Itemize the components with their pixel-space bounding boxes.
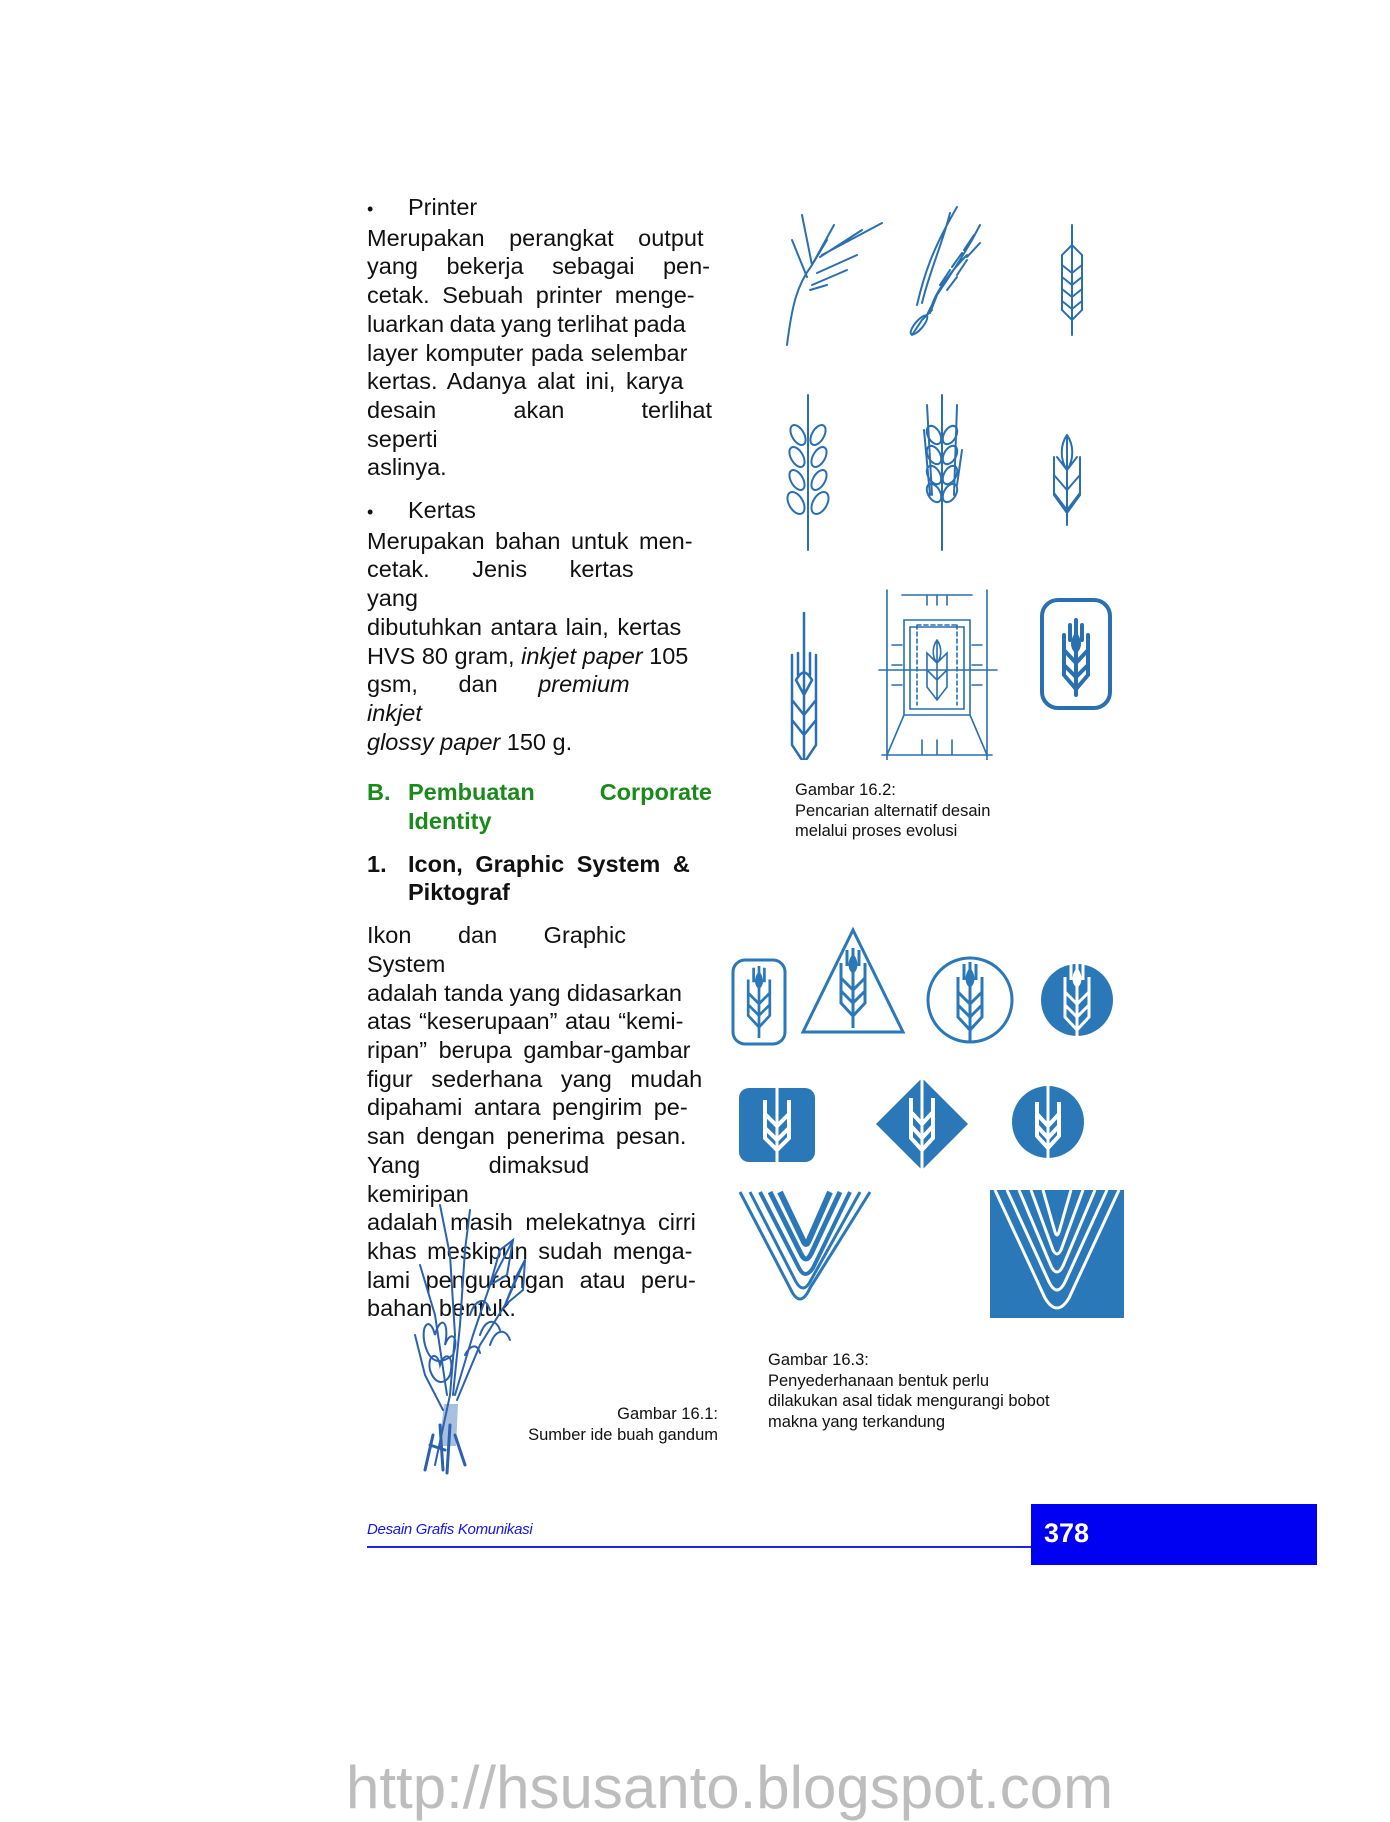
wheat-circle-solid-logo bbox=[1012, 1086, 1084, 1158]
subsection-title-line2: Piktograf bbox=[408, 879, 510, 906]
bullet-icon: • bbox=[367, 199, 374, 219]
text-run: gsm, dan bbox=[367, 671, 539, 698]
wheat-sketch-5 bbox=[924, 395, 962, 550]
section-title-word: Pembuatan bbox=[408, 779, 535, 806]
text-line: Merupakan bahan untuk men- bbox=[367, 527, 693, 554]
italic-run: premium inkjet bbox=[367, 671, 630, 726]
caption-text: Penyederhanaan bentuk perlu bbox=[768, 1371, 990, 1390]
wheat-sketch-7 bbox=[792, 613, 816, 760]
text-run: HVS 80 gram, bbox=[367, 642, 522, 669]
wheat-circle-filled-logo bbox=[1041, 962, 1113, 1042]
subsection-title-line1: Icon, Graphic System & bbox=[408, 850, 690, 877]
subsection-number: 1. bbox=[367, 850, 387, 877]
bullet-title-printer: Printer bbox=[408, 194, 478, 220]
text-run: 150 g. bbox=[500, 728, 573, 755]
caption-text: Sumber ide buah gandum bbox=[528, 1425, 718, 1444]
caption-label: Gambar 16.3: bbox=[768, 1351, 869, 1369]
wheat-sketch-2 bbox=[908, 207, 980, 337]
kertas-paragraph bbox=[367, 527, 712, 757]
text-line: cetak. Jenis kertas yang bbox=[367, 556, 634, 612]
text-line: Yang dimaksud kemiripan bbox=[367, 1151, 590, 1207]
section-title-line2: Identity bbox=[408, 808, 492, 835]
caption-text: Pencarian alternatif desain bbox=[795, 801, 991, 820]
section-heading-b bbox=[367, 778, 712, 835]
subsection-heading-1 bbox=[367, 850, 712, 907]
left-column bbox=[367, 193, 712, 1323]
bullet-icon: • bbox=[367, 502, 374, 523]
wheat-sketch-3 bbox=[1062, 225, 1082, 335]
text-line: ripan” berupa gambar-gambar bbox=[367, 1036, 691, 1063]
text-line bbox=[367, 224, 712, 253]
wheat-rounded-rect-logo bbox=[1042, 600, 1110, 708]
text-line bbox=[367, 670, 712, 727]
caption-figure-16-1 bbox=[470, 1404, 718, 1445]
text-run: 105 bbox=[642, 642, 689, 669]
text-line bbox=[367, 642, 712, 671]
text-line: desain akan terlihat seperti bbox=[367, 396, 712, 452]
text-line: Ikon dan Graphic System bbox=[367, 922, 626, 977]
footer-divider bbox=[367, 1546, 1032, 1548]
bullet-title-kertas: Kertas bbox=[408, 497, 476, 524]
wheat-rect-outline-logo bbox=[733, 960, 785, 1044]
text-line: dibutuhkan antara lain, kertas bbox=[367, 613, 682, 640]
text-line: yang bekerja sebagai pen- bbox=[367, 253, 710, 280]
page-number-box bbox=[1031, 1504, 1317, 1565]
watermark-url: http://hsusanto.blogspot.com bbox=[346, 1754, 1114, 1821]
text-line: figur sederhana yang mudah bbox=[367, 1065, 703, 1092]
text-line: adalah masih melekatnya cirri bbox=[367, 1209, 696, 1236]
footer-book-title: Desain Grafis Komunikasi bbox=[367, 1521, 533, 1538]
text-line: layer komputer pada selembar bbox=[367, 339, 688, 366]
figure-16-3 bbox=[725, 918, 1165, 1348]
v-stripes-logo bbox=[740, 1192, 870, 1299]
caption-label: Gambar 16.1: bbox=[617, 1405, 718, 1423]
v-stripes-square-logo bbox=[990, 1190, 1124, 1318]
text-line: atas “keserupaan” atau “kemi- bbox=[367, 1008, 684, 1035]
figure-16-2 bbox=[752, 195, 1132, 760]
text-line: khas meskipun sudah menga- bbox=[367, 1237, 693, 1264]
text-line: kertas. Adanya alat ini, karya bbox=[367, 368, 684, 395]
caption-figure-16-2 bbox=[795, 780, 990, 842]
text-line: san dengan penerima pesan. bbox=[367, 1123, 687, 1150]
text-line: dipahami antara pengirim pe- bbox=[367, 1094, 688, 1121]
caption-label: Gambar 16.2: bbox=[795, 781, 896, 799]
italic-run: glossy paper bbox=[367, 728, 501, 755]
italic-run: inkjet paper bbox=[521, 642, 643, 669]
bullet-printer bbox=[367, 193, 712, 224]
caption-text: makna yang terkandung bbox=[768, 1412, 946, 1431]
caption-figure-16-3 bbox=[768, 1350, 1050, 1432]
wheat-sketch-6 bbox=[1054, 435, 1080, 525]
text-line-content: Merupakan perangkat output bbox=[367, 224, 704, 251]
wheat-sketch-1 bbox=[787, 215, 882, 345]
wheat-square-filled-logo bbox=[739, 1088, 815, 1162]
text-line: adalah tanda yang didasarkan bbox=[367, 979, 682, 1006]
wheat-simplified-logos bbox=[725, 918, 1165, 1348]
wheat-evolution-sketches bbox=[752, 195, 1132, 760]
section-number: B. bbox=[367, 779, 391, 806]
wheat-diamond-logo bbox=[876, 1078, 968, 1170]
text-line: cetak. Sebuah printer menge- bbox=[367, 282, 695, 309]
wheat-grid-construction bbox=[879, 590, 997, 760]
text-line: aslinya. bbox=[367, 454, 447, 481]
text-line: luarkan data yang terlihat pada bbox=[367, 310, 686, 337]
text-line: bahan bentuk. bbox=[367, 1295, 516, 1322]
wheat-circle-outline-logo bbox=[928, 958, 1012, 1042]
printer-paragraph bbox=[367, 224, 712, 482]
text-line: lami pengurangan atau peru- bbox=[367, 1266, 696, 1293]
caption-text: dilakukan asal tidak mengurangi bobot bbox=[768, 1392, 1050, 1410]
section-title-word: Corporate bbox=[599, 779, 712, 806]
caption-text: melalui proses evolusi bbox=[795, 822, 958, 840]
wheat-triangle-logo bbox=[803, 930, 903, 1032]
page-number: 378 bbox=[1044, 1518, 1090, 1548]
text-line bbox=[367, 728, 712, 757]
bullet-kertas bbox=[367, 496, 712, 527]
wheat-sketch-4 bbox=[784, 395, 832, 550]
